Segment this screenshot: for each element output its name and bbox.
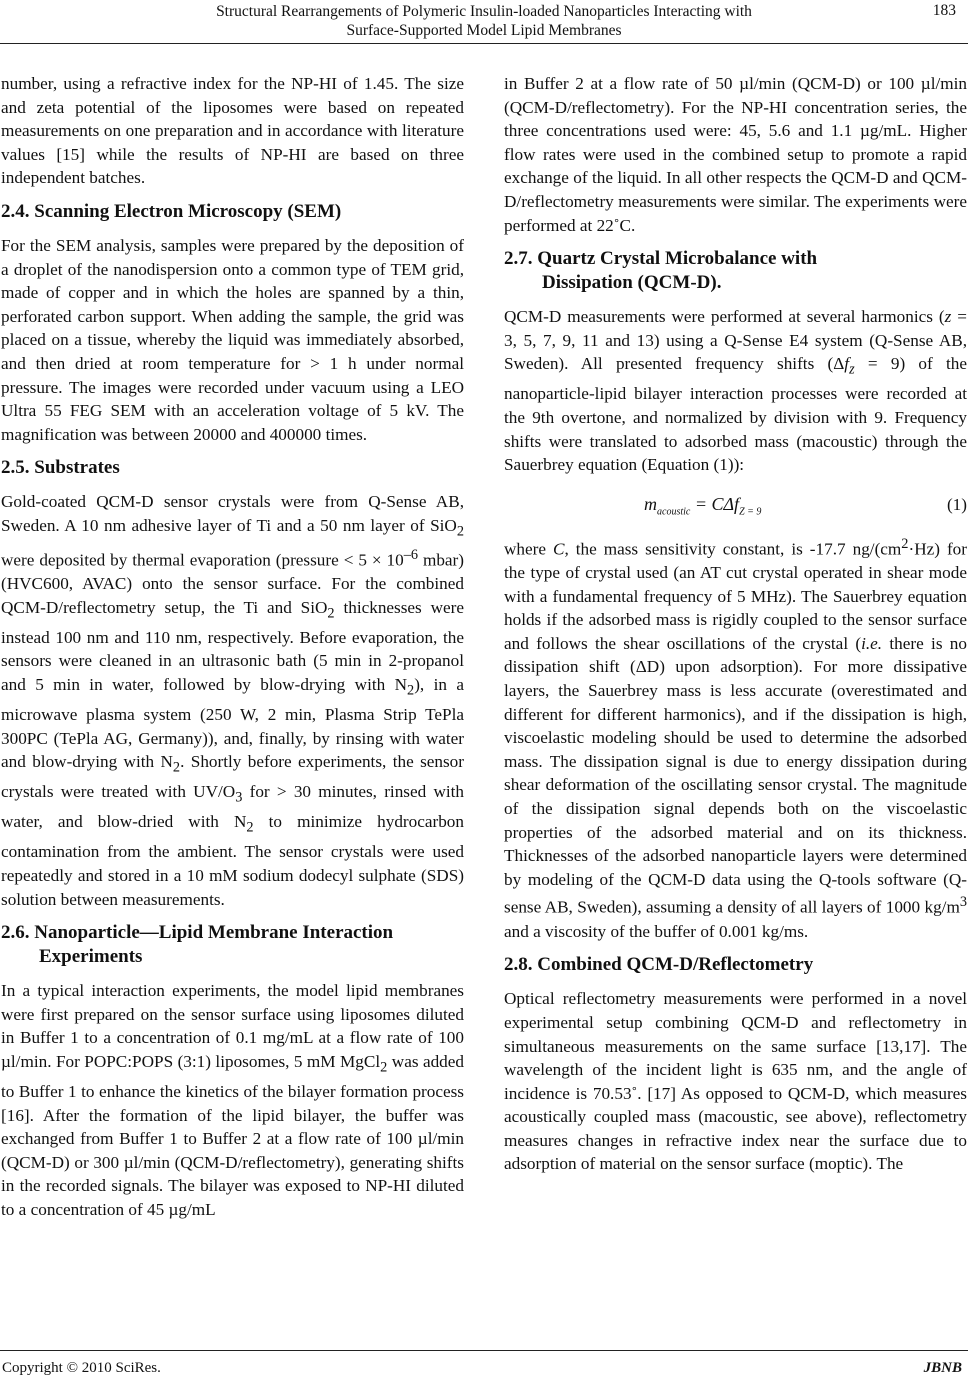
running-title-line1: Structural Rearrangements of Polymeric Insulin-loaded Nanoparticles Interacting with bbox=[216, 3, 752, 20]
paragraph-sauerbrey: where C, the mass sensitivity constant, is -17.7 $ng/(cm^2\cdot Hz)$ for the type of crystal used (an AT cut crystal operated in shear mode with a fundamental frequency of 5 MHz). The Sauerbrey equation holds if the adsorbed mass is rigidly coupled to the sensor surface and follows the shear oscillations of the crystal (i.e. there is no dissipation shift (ΔD) upon adsorption). For more dissipative layers, the Sauerbrey mass is less accurate (overestimated and different for different harmonics), and if the dissipation is high, viscoelastic modeling should be used to determine the adsorbed mass. The dissipation signal is due to energy dissipation during shear deformation of the oscillating sensor crystal. The magnitude of the dissipation signal depends both on the viscoelastic properties of the adsorbed material and on its thickness. Thicknesses of the adsorbed nanoparticle layers were determined by modeling of the QCM-D data using the Q-tools software (Q-sense AB, Sweden), assuming a density of all layers of 1000 $kg/m^3$ and a viscosity of the buffer of 0.001 kg/ms. bbox=[504, 535, 967, 941]
copyright-notice: Copyright © 2010 SciRes. bbox=[2, 1360, 161, 1376]
heading-interaction bbox=[1, 921, 464, 969]
heading-qcmd-line1: 2.7. Quartz Crystal Microbalance with bbox=[504, 248, 818, 270]
heading-sem: 2.4. Scanning Electron Microscopy (SEM) bbox=[1, 200, 342, 222]
page-footer bbox=[0, 1350, 968, 1386]
paragraph-substrates: Gold-coated QCM-D sensor crystals were from Q-Sense AB, Sweden. A 10 nm adhesive layer of Ti and a 50 nm layer of SiO$_2$ were deposited by thermal evaporation (pressure < $5 \times 10^{-6}$ mbar) (HVC600, AVAC) onto the sensor surface. For the combined QCM-D/reflectometry setup, the Ti and SiO$_2$ thicknesses were instead 100 nm and 110 nm, respectively. Before evaporation, the sensors were cleaned in an ultrasonic bath (5 min in 2-propanol and 5 min in water, followed by blow-drying with $N_2$), in a microwave plasma system (250 W, 2 min, Plasma Strip TePla 300PC (TePla AG, Germany)), and, finally, by rinsing with water and blow-drying with $N_2$. Shortly before experiments, the sensor crystals were treated with $UV/O_3$ for > 30 minutes, rinsed with water, and blow-dried with $N_2$ to minimize hydrocarbon contamination from the ambient. The sensor crystals were used repeatedly and stored in a 10 mM sodium dodecyl sulphate (SDS) solution between measurements. bbox=[1, 492, 465, 909]
running-title bbox=[0, 2, 968, 40]
journal-abbrev: JBNB bbox=[923, 1360, 962, 1376]
heading-reflectometry: 2.8. Combined QCM-D/Reflectometry bbox=[504, 954, 814, 976]
page-number: 183 bbox=[932, 2, 956, 19]
heading-interaction-line1: 2.6. Nanoparticle—Lipid Membrane Interaction bbox=[1, 922, 394, 944]
right-column bbox=[504, 72, 967, 1176]
heading-interaction-line2: Experiments bbox=[39, 946, 143, 968]
heading-qcmd-line2: Dissipation (QCM-D). bbox=[542, 272, 722, 294]
heading-qcmd bbox=[504, 247, 967, 295]
paragraph-sem: For the SEM analysis, samples were prepared by the deposition of a droplet of the nanodispersion onto a common type of TEM grid, made of copper and in which the holes are spanned by a thin, perforated carbon support. When adding the sample, the grid was placed on a tissue, whereby the liquid was immediately absorbed, and then dried at room temperature for > 1 h under normal pressure. The images were recorded under vacuum using a LEO Ultra 55 FEG SEM with an acceleration voltage of 5 kV. The magnification was between 20000 and 400000 times. bbox=[1, 235, 464, 444]
paragraph-reflectometry: Optical reflectometry measurements were performed in a novel experimental setup combining QCM-D and reflectometry in simultaneous measurements on the same surface [13,17]. The wavelength of the incident light is 635 nm, and the angle of incidence is 70.53˚. [17] As opposed to QCM-D, which measures acoustically coupled mass (macoustic, see above), reflectometry measures changes in refractive index near the surface due to adsorption of material on the sensor surface (moptic). The bbox=[504, 989, 967, 1174]
footer-rule bbox=[0, 1350, 968, 1351]
paragraph-intro: number, using a refractive index for the NP-HI of 1.45. The size and zeta potential of the liposomes were based on repeated measurements on one preparation and in accordance with literature values [15] while the results of NP-HI are based on three independent batches. bbox=[1, 74, 464, 188]
equation-1 bbox=[504, 487, 967, 527]
paragraph-continuation: in Buffer 2 at a flow rate of 50 µl/min (QCM-D) or 100 µl/min (QCM-D/reflectometry). For the NP-HI concentration series, the three concentrations used were: 45, 5.6 and 1.1 µg/mL. Higher flow rates were used in the combined setup to promote a rapid exchange of the liquid. In all other respects the QCM-D and QCM-D/reflectometry measurements were similar. The experiments were performed at 22˚C. bbox=[504, 74, 967, 235]
equation-number: (1) bbox=[946, 494, 967, 514]
running-title-line2: Surface-Supported Model Lipid Membranes bbox=[346, 22, 622, 39]
heading-substrates: 2.5. Substrates bbox=[1, 457, 120, 479]
paragraph-qcmd: QCM-D measurements were performed at several harmonics (z = 3, 5, 7, 9, 11 and 13) using a Q-Sense E4 system (Q-Sense AB, Sweden). All presented frequency shifts $(\Delta f_z = 9)$ of the nanoparticle-lipid bilayer interaction processes were recorded at the 9th overtone, and normalized by division with 9. Frequency shifts were translated to adsorbed mass (macoustic) through the Sauerbrey equation (Equation (1)): bbox=[504, 307, 967, 475]
left-column bbox=[1, 72, 464, 1222]
sauerbrey-equation: $m_{acoustic} = C\Delta f_{Z = 9}$ bbox=[644, 493, 762, 518]
header-rule bbox=[0, 43, 968, 44]
paragraph-interaction: In a typical interaction experiments, the model lipid membranes were first prepared on the sensor surface using liposomes diluted in Buffer 1 to a concentration of 0.1 mg/mL at a flow rate of 100 µl/min. For POPC:POPS (3:1) liposomes, 5 mM MgCl$_2$ was added to Buffer 1 to enhance the kinetics of the bilayer formation process [16]. After the formation of the lipid bilayer, the buffer was exchanged from Buffer 1 to Buffer 2 at a flow rate of 100 µl/min (QCM-D) or 300 µl/min (QCM-D/reflectometry), generating shifts in the recorded signals. The bilayer was exposed to NP-HI diluted to a concentration of 45 µg/mL bbox=[1, 981, 464, 1219]
page-header bbox=[0, 0, 968, 52]
